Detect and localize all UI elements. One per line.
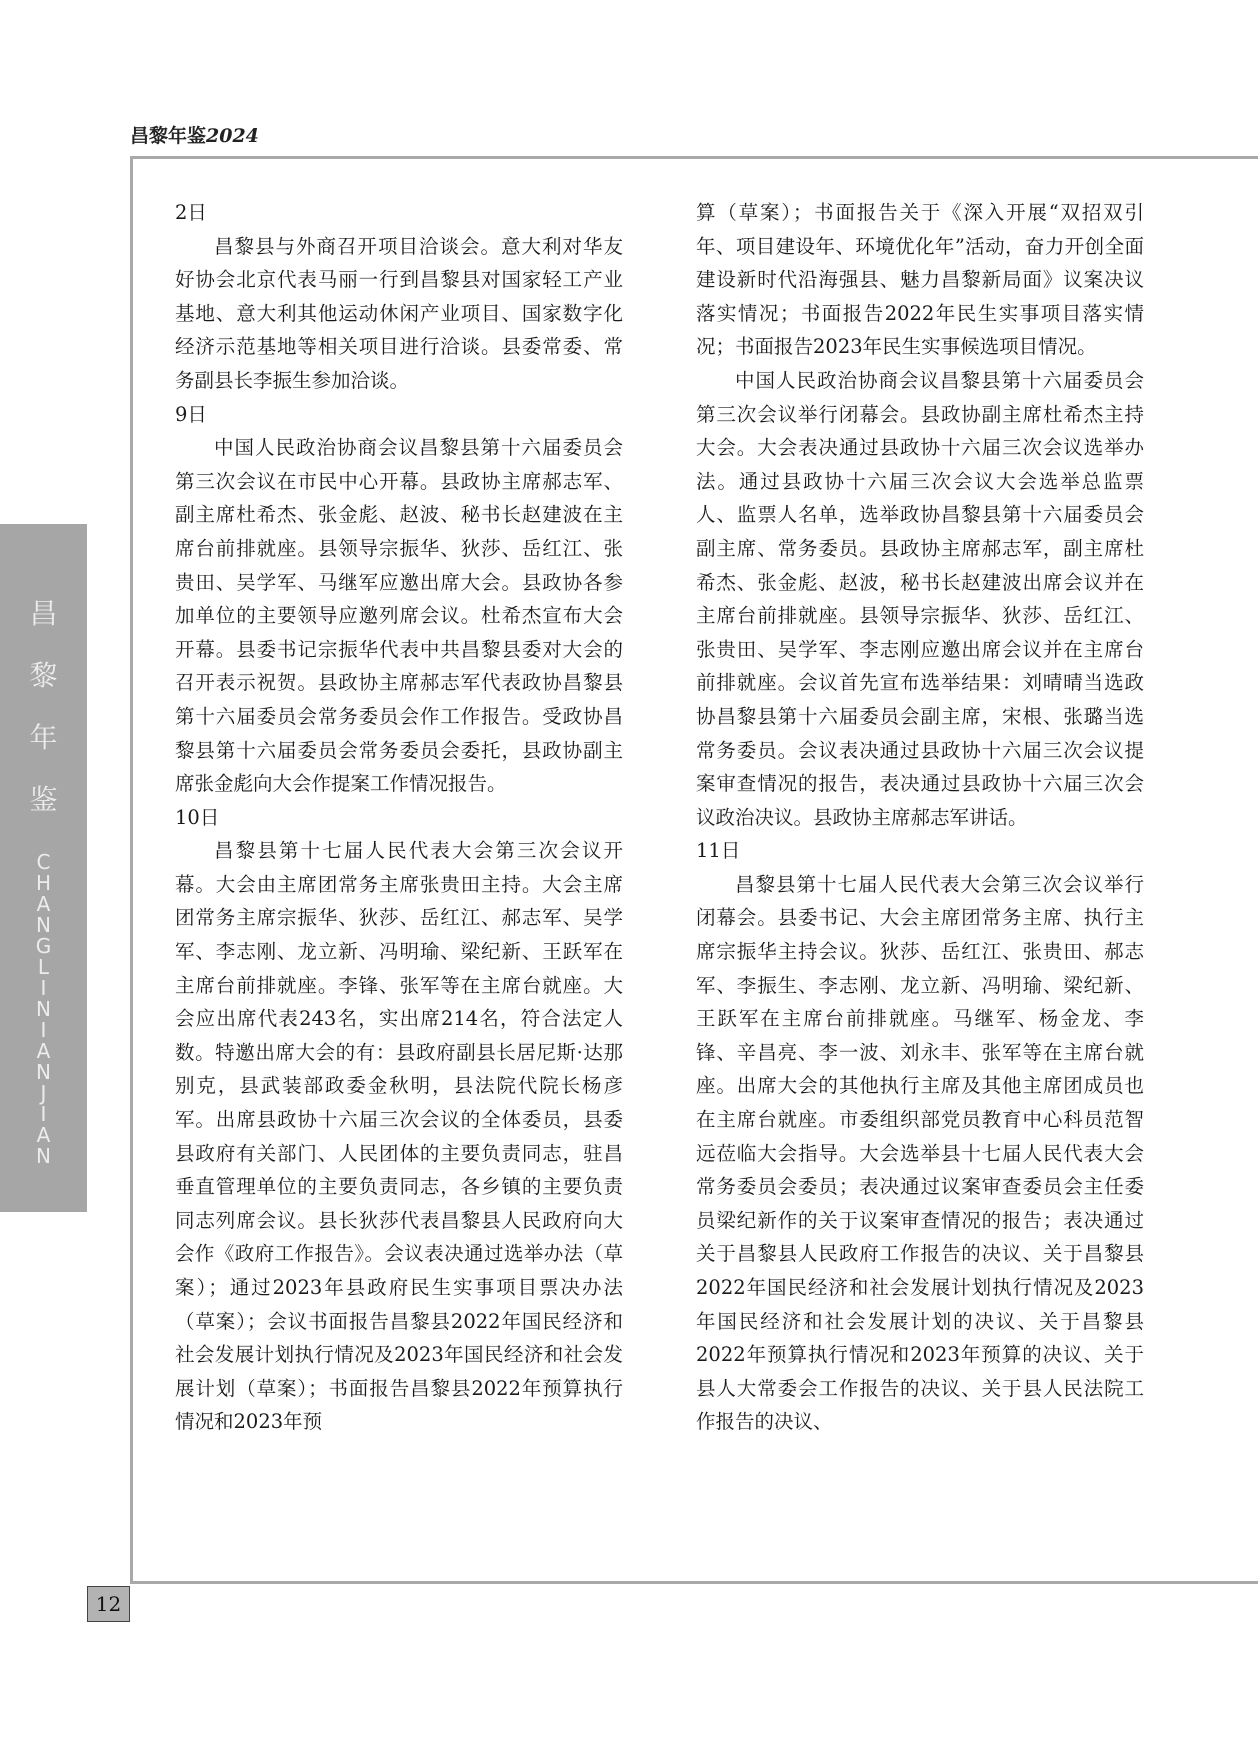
frame-bottom-rule — [130, 1581, 1258, 1584]
running-header — [130, 121, 259, 148]
left-column — [175, 196, 623, 1439]
day-heading: 2日 — [175, 201, 207, 224]
frame-left-rule — [130, 156, 133, 1584]
paragraph: 昌黎县与外商召开项目洽谈会。意大利对华友好协会北京代表马丽一行到昌黎县对国家轻工产业基地、意大利其他运动休闲产业项目、国家数字化经济示范基地等相关项目进行洽谈。县委常委、常务副县长李振生参加洽谈。 — [175, 234, 623, 392]
side-tab — [0, 524, 87, 1212]
frame-top-rule — [130, 156, 1258, 159]
paragraph: 中国人民政治协商会议昌黎县第十六届委员会第三次会议举行闭幕会。县政协副主席杜希杰主持大会。大会表决通过县政协十六届三次会议选举办法。通过县政协十六届三次会议大会选举总监票人、监票人名单，选举政协昌黎县第十六届委员会副主席、常务委员。县政协主席郝志军，副主席杜希杰、张金彪、赵波，秘书长赵建波出席会议并在主席台前排就座。县领导宗振华、狄莎、岳红江、张贵田、吴学军、李志刚应邀出席会议并在主席台前排就座。会议首先宣布选举结果：刘晴晴当选政协昌黎县第十六届委员会副主席，宋根、张璐当选常务委员。会议表决通过县政协十六届三次会议提案审查情况的报告，表决通过县政协十六届三次会议政治决议。县政协主席郝志军讲话。 — [696, 368, 1144, 829]
side-char: 鉴 — [29, 783, 58, 816]
side-char: 年 — [29, 721, 58, 754]
side-latin-text: C H A N G L I N I A N J I A N — [35, 850, 52, 1168]
paragraph: 中国人民政治协商会议昌黎县第十六届委员会第三次会议在市民中心开幕。县政协主席郝志军、副主席杜希杰、张金彪、赵波、秘书长赵建波在主席台前排就座。县领导宗振华、狄莎、岳红江、张贵田、吴学军、马继军应邀出席大会。县政协各参加单位的主要领导应邀列席会议。杜希杰宣布大会开幕。县委书记宗振华代表中共昌黎县委对大会的召开表示祝贺。县政协主席郝志军代表政协昌黎县第十六届委员会常务委员会作工作报告。受政协昌黎县第十六届委员会常务委员会委托，县政协副主席张金彪向大会作提案工作情况报告。 — [175, 436, 623, 796]
header-year: 2024 — [206, 125, 259, 147]
paragraph-continued: 算（草案）；书面报告关于《深入开展“双招双引年、项目建设年、环境优化年”活动，奋力开创全面建设新时代沿海强县、魅力昌黎新局面》议案决议落实情况；书面报告2022年民生实事项目落实情况；书面报告2023年民生实事候选项目情况。 — [696, 201, 1144, 359]
day-heading: 11日 — [696, 839, 741, 863]
right-column — [696, 196, 1144, 1439]
day-heading: 10日 — [175, 805, 220, 829]
paragraph: 昌黎县第十七届人民代表大会第三次会议开幕。大会由主席团常务主席张贵田主持。大会主席团常务主席宗振华、狄莎、岳红江、郝志军、吴学军、李志刚、龙立新、冯明瑜、梁纪新、王跃军在主席台前排就座。李锋、张军等在主席台就座。大会应出席代表243名，实出席214名，符合法定人数。特邀出席大会的有：县政府副县长居尼斯·达那别克，县武装部政委金秋明，县法院代院长杨彦军。出席县政协十六届三次会议的全体委员，县委县政府有关部门、人民团体的主要负责同志，驻昌垂直管理单位的主要负责同志，各乡镇的主要负责同志列席会议。县长狄莎代表昌黎县人民政府向大会作《政府工作报告》。会议表决通过选举办法（草案）；通过2023年县政府民生实事项目票决办法（草案）；会议书面报告昌黎县2022年国民经济和社会发展计划执行情况及2023年国民经济和社会发展计划（草案）；书面报告昌黎县2022年预算执行情况和2023年预 — [175, 839, 623, 1434]
paragraph: 昌黎县第十七届人民代表大会第三次会议举行闭幕会。县委书记、大会主席团常务主席、执行主席宗振华主持会议。狄莎、岳红江、张贵田、郝志军、李振生、李志刚、龙立新、冯明瑜、梁纪新、王跃军在主席台前排就座。马继军、杨金龙、李锋、辛昌亮、李一波、刘永丰、张军等在主席台就座。出席大会的其他执行主席及其他主席团成员也在主席台就座。市委组织部党员教育中心科员范智远莅临大会指导。大会选举县十七届人民代表大会常务委员会委员；表决通过议案审查委员会主任委员梁纪新作的关于议案审查情况的报告；表决通过关于昌黎县人民政府工作报告的决议、关于昌黎县2022年国民经济和社会发展计划执行情况及2023年国民经济和社会发展计划的决议、关于昌黎县2022年预算执行情况和2023年预算的决议、关于县人大常委会工作报告的决议、关于县人民法院工作报告的决议、 — [696, 872, 1144, 1434]
side-char: 昌 — [29, 597, 58, 630]
header-title: 昌黎年鉴 — [130, 125, 207, 147]
side-char: 黎 — [29, 659, 58, 692]
day-heading: 9日 — [175, 402, 207, 426]
page-number: 12 — [87, 1586, 130, 1622]
